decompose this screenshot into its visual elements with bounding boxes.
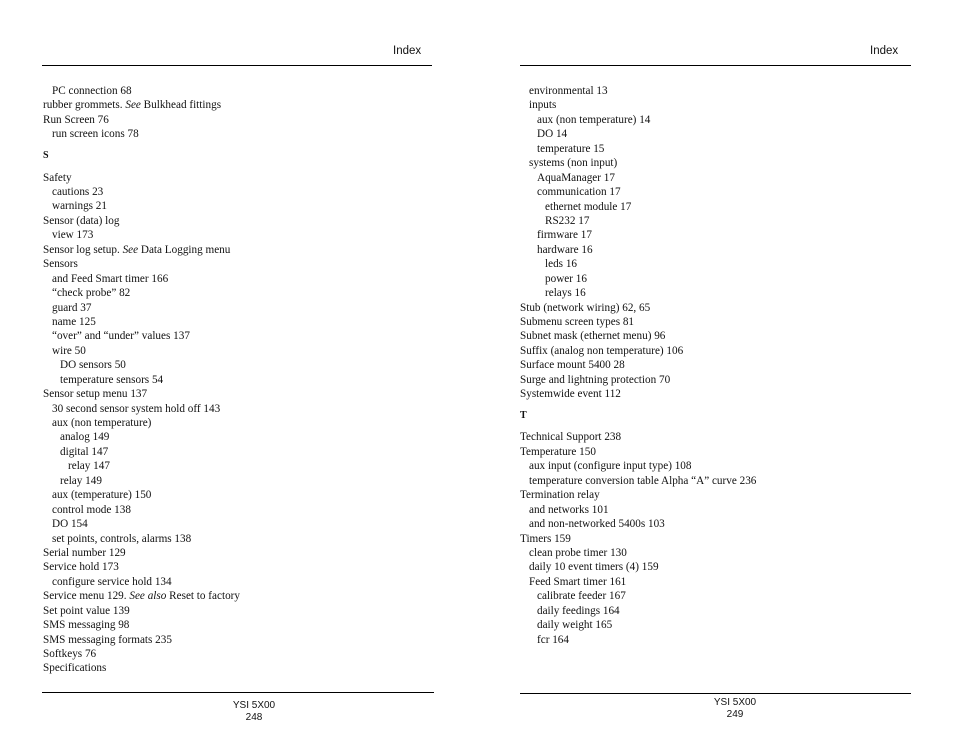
spacer xyxy=(43,163,240,170)
entry-crossref-target: Data Logging menu xyxy=(138,243,231,256)
index-entry xyxy=(520,517,756,531)
entry-text: name 125 xyxy=(52,315,96,328)
entry-crossref-label: See xyxy=(125,99,141,112)
index-entry xyxy=(43,272,240,286)
footer-title: YSI 5X00 xyxy=(232,700,276,711)
entry-text: leds 16 xyxy=(545,258,578,271)
index-entry xyxy=(43,546,240,560)
entry-text: relay 149 xyxy=(60,474,102,487)
entry-text: Feed Smart timer 161 xyxy=(529,575,627,588)
index-entry xyxy=(43,113,240,127)
entry-text: Submenu screen types 81 xyxy=(520,316,635,328)
page-footer xyxy=(214,700,294,724)
entry-text: Surge and lightning protection 70 xyxy=(520,373,671,386)
index-entry xyxy=(43,127,240,141)
entry-text: digital 147 xyxy=(60,445,109,458)
entry-text: Technical Support 238 xyxy=(520,431,622,444)
index-entry xyxy=(520,301,756,315)
index-entry xyxy=(520,142,756,156)
entry-text: Sensor log setup. xyxy=(43,243,123,256)
entry-text: Run Screen 76 xyxy=(43,113,109,126)
entry-crossref-label: See xyxy=(122,243,139,256)
index-entry xyxy=(43,243,240,257)
entry-text: DO 154 xyxy=(52,518,88,531)
entry-text: Sensor setup menu 137 xyxy=(43,388,148,401)
index-entry xyxy=(43,474,240,488)
index-entry xyxy=(520,459,756,473)
index-entry xyxy=(520,604,756,618)
entry-text: Stub (network wiring) 62, 65 xyxy=(520,301,651,314)
page-header: Index xyxy=(393,45,422,57)
index-entry xyxy=(43,373,240,387)
footer-rule xyxy=(42,692,434,693)
entry-text: Surface mount 5400 28 xyxy=(520,359,625,372)
index-entry xyxy=(520,589,756,603)
entry-text: S xyxy=(43,149,49,161)
index-entry xyxy=(43,604,240,618)
index-entry xyxy=(43,503,240,517)
entry-text: environmental 13 xyxy=(529,85,608,97)
index-entry xyxy=(520,228,756,242)
header-rule xyxy=(520,65,911,66)
entry-text: aux (non temperature) 14 xyxy=(537,113,651,126)
entry-text: T xyxy=(520,409,527,421)
entry-text: Specifications xyxy=(43,662,107,675)
entry-text: Set point value 139 xyxy=(43,604,130,617)
entry-text: configure service hold 134 xyxy=(52,575,172,588)
entry-text: and networks 101 xyxy=(529,503,609,516)
section-letter xyxy=(520,409,756,423)
spacer xyxy=(43,142,240,149)
index-entry xyxy=(520,200,756,214)
entry-text: firmware 17 xyxy=(537,229,592,242)
entry-text: “check probe” 82 xyxy=(52,287,131,300)
entry-text: aux (non temperature) xyxy=(52,417,152,429)
entry-text: run screen icons 78 xyxy=(52,128,139,141)
entry-text: aux (temperature) 150 xyxy=(52,489,152,502)
index-entry xyxy=(43,257,240,271)
index-entry xyxy=(43,84,240,98)
index-entry xyxy=(43,214,240,228)
entry-text: and Feed Smart timer 166 xyxy=(52,272,169,285)
index-entry xyxy=(43,301,240,315)
entry-text: clean probe timer 130 xyxy=(529,546,627,559)
entry-text: Termination relay xyxy=(520,489,600,502)
index-entry xyxy=(43,633,240,647)
index-entry xyxy=(43,445,240,459)
entry-text: calibrate feeder 167 xyxy=(537,590,626,603)
index-entry xyxy=(43,171,240,185)
entry-text: view 173 xyxy=(52,229,94,242)
index-entry xyxy=(520,474,756,488)
index-entry xyxy=(43,647,240,661)
index-entry xyxy=(43,329,240,343)
entry-text: and non-networked 5400s 103 xyxy=(529,518,665,531)
right-page xyxy=(477,0,954,738)
entry-text: relays 16 xyxy=(545,287,586,300)
index-entry xyxy=(43,532,240,546)
index-entry xyxy=(43,560,240,574)
entry-text: AquaManager 17 xyxy=(537,171,615,184)
entry-text: guard 37 xyxy=(52,301,92,314)
index-entry xyxy=(43,488,240,502)
entry-text: ethernet module 17 xyxy=(545,200,632,213)
index-entry xyxy=(520,156,756,170)
index-entry xyxy=(43,402,240,416)
index-entry xyxy=(520,358,756,372)
entry-text: relay 147 xyxy=(68,460,110,473)
section-letter xyxy=(43,149,240,163)
index-column xyxy=(43,84,240,676)
index-entry xyxy=(520,98,756,112)
index-entry xyxy=(520,171,756,185)
index-entry xyxy=(43,344,240,358)
index-entry xyxy=(520,373,756,387)
index-entry xyxy=(520,329,756,343)
entry-text: “over” and “under” values 137 xyxy=(52,330,190,343)
entry-text: cautions 23 xyxy=(52,186,104,198)
entry-text: hardware 16 xyxy=(537,243,593,256)
entry-text: warnings 21 xyxy=(52,200,107,213)
index-entry xyxy=(43,358,240,372)
entry-text: SMS messaging formats 235 xyxy=(43,633,172,646)
index-entry xyxy=(43,228,240,242)
entry-text: SMS messaging 98 xyxy=(43,619,130,632)
entry-crossref-label: See also xyxy=(129,590,167,603)
entry-text: control mode 138 xyxy=(52,503,131,516)
entry-text: Softkeys 76 xyxy=(43,648,97,660)
index-entry xyxy=(43,387,240,401)
index-entry xyxy=(520,127,756,141)
page-number: 248 xyxy=(245,712,263,723)
index-entry xyxy=(520,560,756,574)
entry-text: communication 17 xyxy=(537,186,621,199)
index-entry xyxy=(43,416,240,430)
entry-text: power 16 xyxy=(545,272,587,285)
index-entry xyxy=(520,503,756,517)
entry-text: 30 second sensor system hold off 143 xyxy=(52,402,221,415)
index-entry xyxy=(520,618,756,632)
index-entry xyxy=(43,286,240,300)
spacer xyxy=(520,402,756,409)
index-entry xyxy=(43,459,240,473)
index-entry xyxy=(43,430,240,444)
entry-text: inputs xyxy=(529,99,557,112)
footer-title: YSI 5X00 xyxy=(713,697,757,708)
index-entry xyxy=(520,575,756,589)
entry-text: aux input (configure input type) 108 xyxy=(529,460,692,473)
index-entry xyxy=(520,185,756,199)
header-rule xyxy=(42,65,432,66)
index-entry xyxy=(520,633,756,647)
entry-text: Safety xyxy=(43,171,72,184)
index-entry xyxy=(43,315,240,329)
entry-text: Sensor (data) log xyxy=(43,214,120,227)
index-entry xyxy=(43,98,240,112)
entry-text: RS232 17 xyxy=(545,214,590,227)
entry-text: daily feedings 164 xyxy=(537,604,620,617)
index-entry xyxy=(520,430,756,444)
entry-text: set points, controls, alarms 138 xyxy=(52,532,192,545)
entry-text: Service hold 173 xyxy=(43,561,119,574)
index-entry xyxy=(43,199,240,213)
entry-text: daily weight 165 xyxy=(537,619,613,632)
entry-text: temperature 15 xyxy=(537,142,605,155)
index-entry xyxy=(520,113,756,127)
entry-text: Service menu 129. xyxy=(43,590,130,603)
entry-text: rubber grommets. xyxy=(43,99,126,112)
index-entry xyxy=(520,387,756,401)
index-entry xyxy=(520,272,756,286)
entry-text: fcr 164 xyxy=(537,633,569,646)
index-entry xyxy=(43,575,240,589)
index-entry xyxy=(520,84,756,98)
footer-rule xyxy=(520,693,911,694)
entry-crossref-target: Bulkhead fittings xyxy=(140,99,222,112)
entry-text: Timers 159 xyxy=(520,532,571,545)
entry-text: Temperature 150 xyxy=(520,445,596,458)
index-entry xyxy=(43,661,240,675)
entry-text: systems (non input) xyxy=(529,157,618,170)
entry-text: temperature conversion table Alpha “A” curve 236 xyxy=(529,474,757,487)
entry-text: Suffix (analog non temperature) 106 xyxy=(520,344,684,357)
entry-text: Serial number 129 xyxy=(43,546,126,559)
entry-text: PC connection 68 xyxy=(52,85,132,97)
index-entry xyxy=(520,532,756,546)
entry-text: daily 10 event timers (4) 159 xyxy=(529,561,659,574)
index-entry xyxy=(520,286,756,300)
index-entry xyxy=(520,546,756,560)
index-entry xyxy=(520,214,756,228)
entry-text: Systemwide event 112 xyxy=(520,388,621,401)
page-header: Index xyxy=(870,45,899,57)
index-entry xyxy=(43,185,240,199)
entry-text: Sensors xyxy=(43,258,78,271)
index-entry xyxy=(520,257,756,271)
index-entry xyxy=(520,315,756,329)
entry-text: wire 50 xyxy=(52,344,86,357)
index-entry xyxy=(520,344,756,358)
page-number: 249 xyxy=(726,709,744,720)
index-entry xyxy=(43,618,240,632)
index-entry xyxy=(520,488,756,502)
index-entry xyxy=(520,243,756,257)
index-entry xyxy=(43,517,240,531)
index-entry xyxy=(520,445,756,459)
entry-text: temperature sensors 54 xyxy=(60,373,164,386)
index-column xyxy=(520,84,756,647)
entry-text: analog 149 xyxy=(60,431,110,444)
page-footer xyxy=(695,697,775,721)
entry-text: DO 14 xyxy=(537,128,568,141)
spacer xyxy=(520,423,756,430)
index-entry xyxy=(43,589,240,603)
entry-text: Subnet mask (ethernet menu) 96 xyxy=(520,330,666,343)
entry-crossref-target: Reset to factory xyxy=(166,590,240,603)
entry-text: DO sensors 50 xyxy=(60,359,126,372)
